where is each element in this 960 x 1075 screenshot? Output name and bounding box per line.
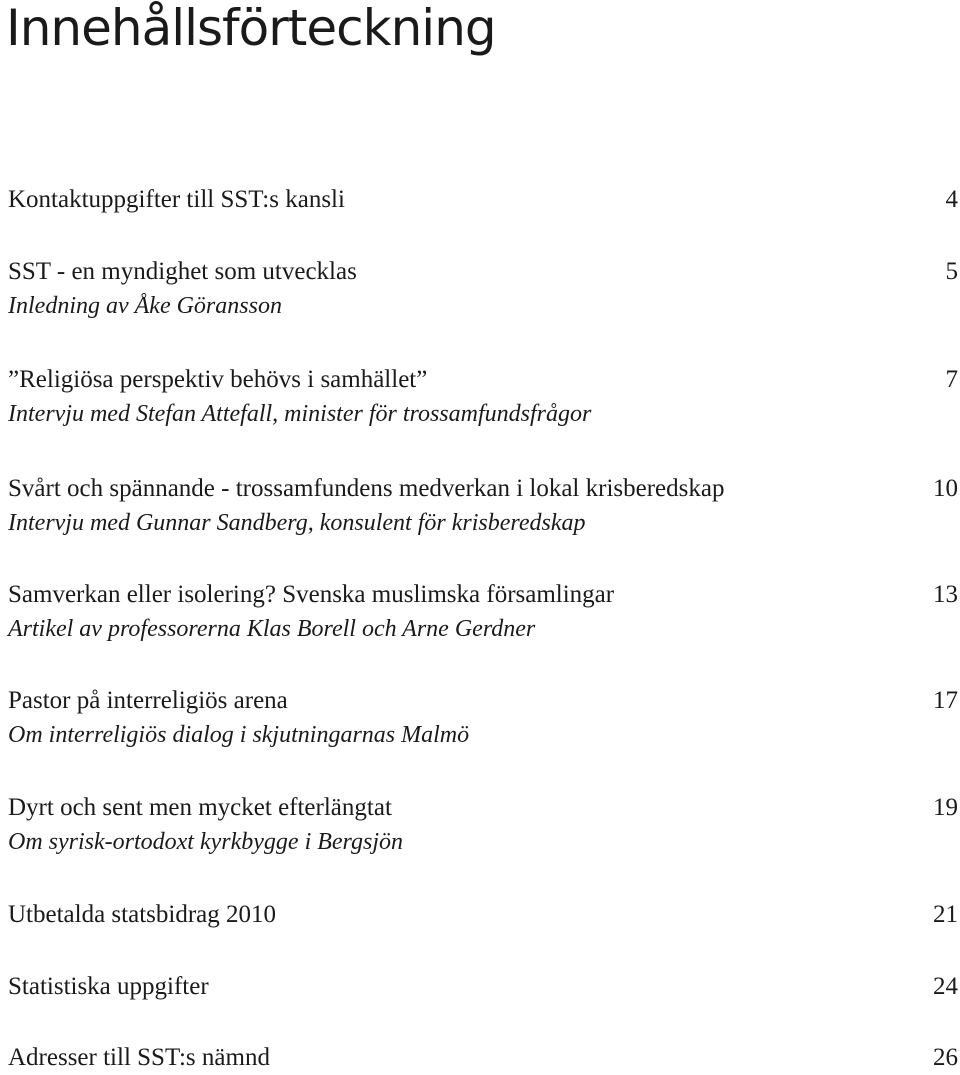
toc-entry-row <box>8 898 958 932</box>
toc-page-number: 24 <box>933 973 958 1000</box>
toc-page-number: 26 <box>933 1044 958 1071</box>
toc-entry-row <box>8 183 958 217</box>
toc-entry-subtitle: Intervju med Gunnar Sandberg, konsulent för krisberedskap <box>8 510 586 536</box>
toc-entry <box>8 970 958 1004</box>
toc-entry-title: Kontaktuppgifter till SST:s kansli <box>8 186 345 213</box>
toc-entry <box>8 578 958 646</box>
toc-entry-title: ”Religiösa perspektiv behövs i samhället” <box>8 366 428 393</box>
toc-entry <box>8 255 958 323</box>
toc-entry <box>8 898 958 932</box>
toc-entry-row <box>8 1041 958 1075</box>
page-title: Innehållsförteckning <box>6 0 496 57</box>
toc-page-number: 19 <box>933 794 958 821</box>
toc-entry-title: Pastor på interreligiös arena <box>8 687 288 714</box>
toc-page-number: 4 <box>945 186 958 213</box>
toc-page-number: 7 <box>945 366 958 393</box>
toc-page-number: 10 <box>933 475 958 502</box>
toc-entry-subtitle: Artikel av professorerna Klas Borell och Arne Gerdner <box>8 616 536 642</box>
toc-page-number: 17 <box>933 687 958 714</box>
toc-entry-title: Statistiska uppgifter <box>8 973 209 1000</box>
toc-entry <box>8 791 958 859</box>
toc-entry <box>8 472 958 540</box>
toc-page-number: 5 <box>945 258 958 285</box>
toc-entry-subtitle: Inledning av Åke Göransson <box>8 293 282 319</box>
toc-entry <box>8 183 958 217</box>
toc-entry-title: Adresser till SST:s nämnd <box>8 1044 270 1071</box>
toc-page-number: 21 <box>933 901 958 928</box>
toc-entry <box>8 684 958 752</box>
toc-entry <box>8 1041 958 1075</box>
toc-entry-title: Samverkan eller isolering? Svenska muslimska församlingar <box>8 581 615 608</box>
toc-page-number: 13 <box>933 581 958 608</box>
toc-entry-row <box>8 970 958 1004</box>
toc-entry-row <box>8 255 958 289</box>
toc-entry-title: Svårt och spännande - trossamfundens medverkan i lokal krisberedskap <box>8 475 725 502</box>
toc-entry-subtitle: Om syrisk-ortodoxt kyrkbygge i Bergsjön <box>8 829 404 855</box>
toc-entry-row <box>8 791 958 825</box>
toc-entry-subtitle: Intervju med Stefan Attefall, minister för trossamfundsfrågor <box>8 401 592 427</box>
toc-entry-row <box>8 363 958 397</box>
toc-entry-row <box>8 472 958 506</box>
toc-entry <box>8 363 958 431</box>
toc-entry-title: Utbetalda statsbidrag 2010 <box>8 901 276 928</box>
toc-entry-title: Dyrt och sent men mycket efterlängtat <box>8 794 392 821</box>
toc-entry-subtitle: Om interreligiös dialog i skjutningarnas Malmö <box>8 722 470 748</box>
toc-entry-row <box>8 578 958 612</box>
toc-entry-title: SST - en myndighet som utvecklas <box>8 258 357 285</box>
toc-entry-row <box>8 684 958 718</box>
